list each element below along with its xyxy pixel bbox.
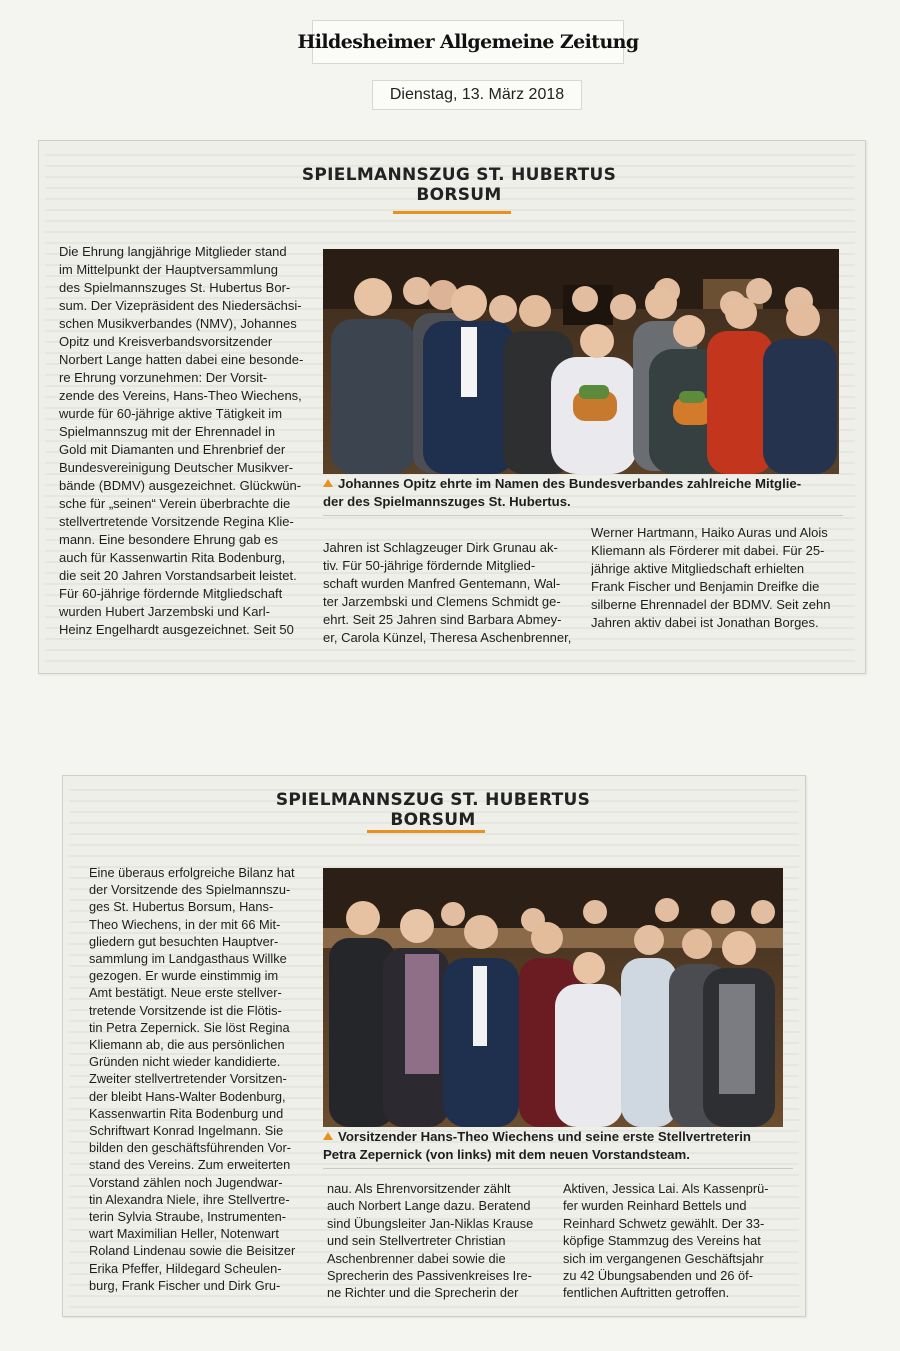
caption-text: Vorsitzender Hans-Theo Wiechens und seine erste Stellvertreterin Petra Zepernick (von links) mit dem neuen Vorstandsteam.: [323, 1129, 751, 1162]
caption-triangle-icon: [323, 1132, 333, 1140]
article-clipping-2: [62, 775, 806, 1317]
article-1-body-column-3: Werner Hartmann, Haiko Auras und Alois Kliemann als Förderer mit dabei. Für 25- jährige aktive Mitgliedschaft erhielten Frank Fischer und Benjamin Dreifke die silberne Ehrennadel der BDMV. Seit zehn Jahren aktiv dabei ist Jonathan Borges.: [591, 525, 831, 630]
caption-divider: [323, 515, 843, 516]
article-clipping-1: [38, 140, 866, 674]
headline-line-2: BORSUM: [416, 185, 502, 205]
article-1-group-photo: [323, 249, 839, 474]
article-1-body-column-2: Jahren ist Schlagzeuger Dirk Grunau ak- tiv. Für 50-jährige fördernde Mitglied- schaft wurden Manfred Gentemann, Wal- ter Jarzembski und Clemens Schmidt ge- ehrt. Seit 25 Jahren sind Barbara Abmey- er, Carola Künzel, Theresa Aschenbrenner,: [323, 540, 572, 645]
masthead-title: Hildesheimer Allgemeine Zeitung: [297, 31, 639, 53]
article-2-headline: [213, 790, 653, 830]
group-photo-illustration: [323, 249, 839, 474]
article-1-photo-caption: [323, 475, 843, 511]
headline-accent-rule: [393, 211, 511, 214]
headline-line-2: BORSUM: [390, 810, 476, 830]
newspaper-masthead: [297, 20, 639, 64]
headline-accent-rule: [367, 830, 485, 833]
publication-date: Dienstag, 13. März 2018: [372, 80, 582, 110]
group-photo-illustration: [323, 868, 783, 1127]
article-1-headline: [239, 165, 679, 205]
article-1-body-column-1: Die Ehrung langjährige Mitglieder stand im Mittelpunkt der Hauptversammlung des Spielmannszuges St. Hubertus Bor- sum. Der Vizepräsident des Niedersächsi- schen Musikverbandes (NMV), Johannes Opitz und Kreisverbandsvorsitzender Norbert Lange hatten dabei eine besonde- re Ehrung vorzunehmen: Der Vorsit- zende des Vereins, Hans-Theo Wiechens, wurde für 60-jährige aktive Tätigkeit im Spielmannszug mit der Ehrennadel in Gold mit Diamanten und Ehrenbrief der Bundesvereinigung Deutscher Musikver- bände (BDMV) ausgezeichnet. Glückwün- sche für „seinen“ Verein überbrachte die stellvertretende Vorsitzende Regina Klie- mann. Eine besondere Ehrung gab es auch für Kassenwartin Rita Bodenburg, die seit 20 Jahren Vorstandsarbeit leistet. Für 60-jährige fördernde Mitgliedschaft wurden Hubert Jarzembski und Karl- Heinz Engelhardt ausgezeichnet. Seit 50: [59, 244, 304, 637]
article-2-body-column-2: nau. Als Ehrenvorsitzender zählt auch Norbert Lange dazu. Beratend sind Übungsleiter Jan-Niklas Krause und sein Stellvertreter Christian Aschenbrenner dabei sowie die Sprecherin des Passivenkreises Ire- ne Richter und die Sprecherin der: [327, 1181, 534, 1301]
caption-divider: [323, 1168, 793, 1169]
article-2-body-column-3: Aktiven, Jessica Lai. Als Kassenprü- fer wurden Reinhard Bettels und Reinhard Schwetz gewählt. Der 33- köpfige Stammzug des Vereins hat sich im vergangenen Geschäftsjahr zu 42 Übungsabenden und 26 öf- fentlichen Auftritten getroffen.: [563, 1181, 769, 1301]
caption-triangle-icon: [323, 479, 333, 487]
headline-line-1: SPIELMANNSZUG ST. HUBERTUS: [301, 165, 617, 185]
headline-line-1: SPIELMANNSZUG ST. HUBERTUS: [275, 790, 591, 810]
article-2-photo-caption: [323, 1128, 791, 1164]
caption-text: Johannes Opitz ehrte im Namen des Bundesverbandes zahlreiche Mitglie- der des Spielmannszuges St. Hubertus.: [323, 476, 802, 509]
article-2-body-column-1: Eine überaus erfolgreiche Bilanz hat der Vorsitzende des Spielmannszu- ges St. Hubertus Borsum, Hans- Theo Wiechens, in der mit 66 Mit- gliedern gut besuchten Hauptver- sammlung im Landgasthaus Willke gezogen. Er wurde einstimmig im Amt bestätigt. Neue erste stellver- tretende Vorsitzende ist die Flötis- tin Petra Zepernick. Sie löst Regina Kliemann ab, die aus persönlichen Gründen nicht wieder kandidierte. Zweiter stellvertretender Vorsitzen- der bleibt Hans-Walter Bodenburg, Kassenwartin Rita Bodenburg und Schriftwart Konrad Ingelmann. Sie bilden den geschäftsführenden Vor- stand des Vereins. Zum erweiterten Vorstand zählen noch Jugendwar- tin Alexandra Niele, ihre Stellvertre- terin Sylvia Straube, Instrumenten- wart Maximilian Heller, Notenwart Roland Lindenau sowie die Beisitzer Erika Pfeffer, Hildegard Scheulen- burg, Frank Fischer und Dirk Gru-: [89, 865, 296, 1293]
article-2-group-photo: [323, 868, 783, 1127]
